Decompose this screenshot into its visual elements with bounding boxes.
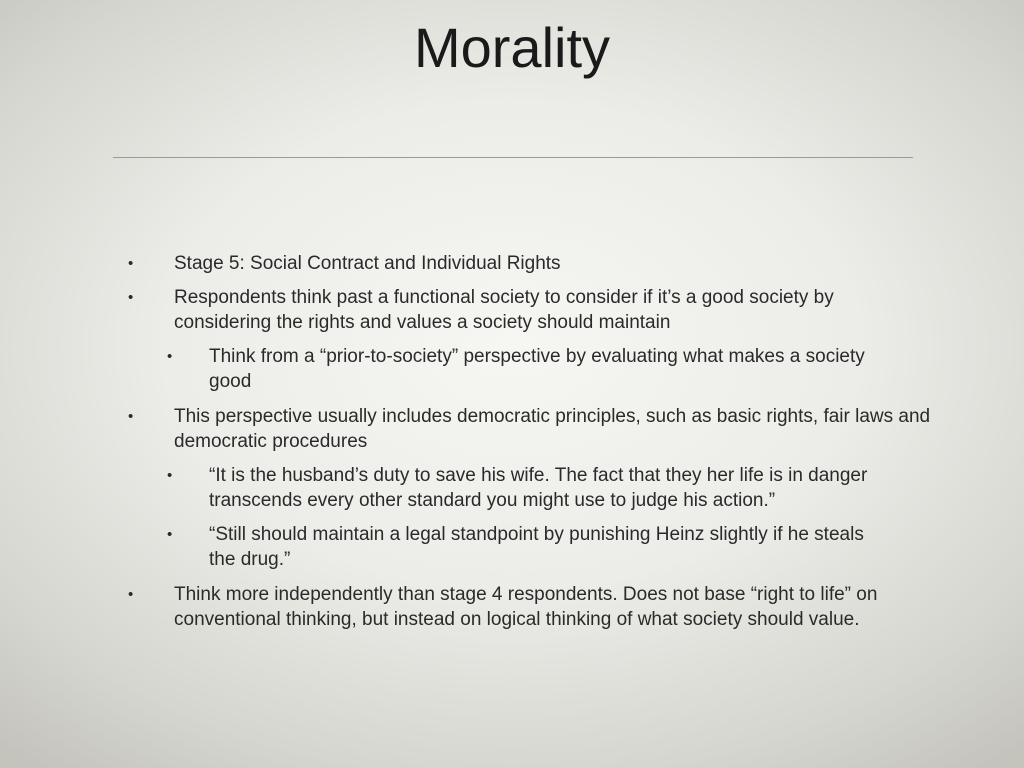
bullet-item	[0, 344, 1024, 394]
bullet-marker: •	[128, 408, 134, 425]
bullet-item	[0, 404, 1024, 454]
bullet-text: This perspective usually includes democratic principles, such as basic rights, fair laws and democratic procedures	[174, 406, 931, 452]
bullet-text: Think more independently than stage 4 respondents. Does not base “right to life” on conventional thinking, but instead on logical thinking of what society should value.	[174, 584, 878, 630]
bullet-text: “Still should maintain a legal standpoint by punishing Heinz slightly if he steals the drug.”	[209, 524, 864, 570]
bullet-marker: •	[167, 467, 173, 484]
bullet-item	[0, 582, 1024, 657]
bullet-item	[0, 285, 1024, 335]
bullet-text: “It is the husband’s duty to save his wife. The fact that they her life is in danger transcends every other standard you might use to judge his action.”	[209, 465, 868, 511]
title-divider	[113, 157, 913, 158]
bullet-marker: •	[128, 289, 134, 306]
bullet-marker: •	[128, 586, 134, 603]
bullet-item	[0, 522, 1024, 572]
slide-title: Morality	[413, 16, 611, 79]
bullet-text: Respondents think past a functional society to consider if it’s a good society by considering the rights and values a society should maintain	[174, 287, 834, 333]
bullet-marker: •	[128, 255, 134, 272]
bullet-text: Think from a “prior-to-society” perspective by evaluating what makes a society good	[209, 346, 865, 392]
bullet-text: Stage 5: Social Contract and Individual Rights	[174, 253, 561, 274]
bullet-marker: •	[167, 526, 173, 543]
bullet-item	[0, 251, 1024, 276]
bullet-item	[0, 463, 1024, 513]
bullet-marker: •	[167, 348, 173, 365]
